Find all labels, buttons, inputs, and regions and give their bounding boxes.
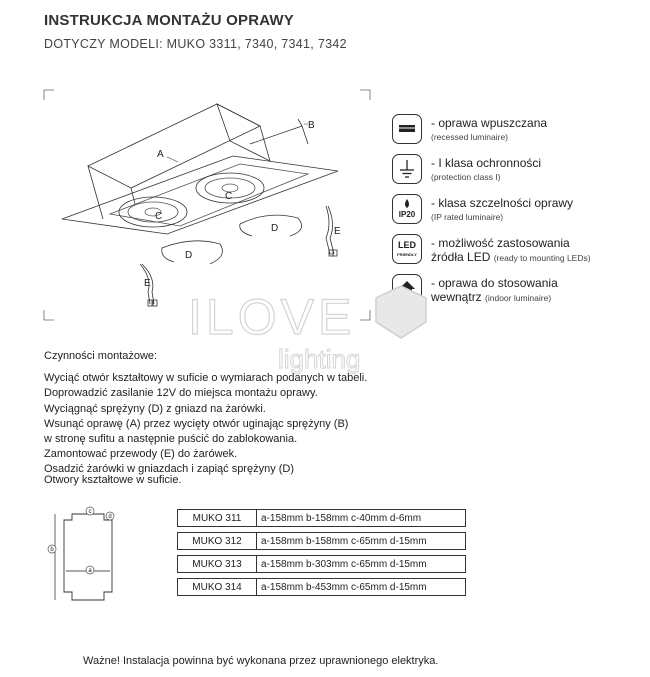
housing-side xyxy=(217,104,270,161)
dims-cell: a-158mm b-158mm c-65mm d-15mm xyxy=(257,533,466,550)
shape-label-c: c xyxy=(88,509,92,515)
instruction-step: Osadzić żarówki w gniazdach i zapiąć sprężyny (D) xyxy=(44,463,295,476)
table-row xyxy=(178,510,466,527)
ip20-icon xyxy=(392,194,422,224)
table-row xyxy=(178,556,466,573)
lamp-cup xyxy=(119,197,187,227)
legend-main: - oprawa wpuszczana xyxy=(431,116,548,130)
recessed-icon xyxy=(392,114,422,144)
instructions-heading: Czynności montażowe: xyxy=(44,350,158,362)
instructions xyxy=(44,349,367,478)
page-subtitle: DOTYCZY MODELI: MUKO 3311, 7340, 7341, 7342 xyxy=(44,37,347,51)
instruction-step: Wsunąć oprawę (A) przez wycięty otwór uginając sprężyny (B) xyxy=(44,417,349,430)
label-c: C xyxy=(155,211,163,222)
label-b: B xyxy=(308,120,315,131)
model-cell: MUKO 312 xyxy=(178,533,257,550)
holes-label: Otwory kształtowe w suficie. xyxy=(44,474,182,486)
label-d: D xyxy=(185,250,193,261)
indoor-icon xyxy=(392,274,422,304)
legend-main: - klasa szczelności oprawy xyxy=(431,196,574,210)
led-friendly-label: FRIENDLY xyxy=(397,252,417,257)
legend-sub: (IP rated luminaire) xyxy=(431,212,504,222)
dims-cell: a-158mm b-453mm c-65mm d-15mm xyxy=(257,579,466,596)
table-row xyxy=(178,579,466,596)
dims-cell: a-158mm b-303mm c-65mm d-15mm xyxy=(257,556,466,573)
label-a: A xyxy=(157,149,164,160)
legend-sub: (recessed luminaire) xyxy=(431,132,508,142)
instruction-step: w stronę sufitu a następnie puścić do zablokowania. xyxy=(44,433,298,446)
instruction-step: Zamontować przewody (E) do żarówek. xyxy=(44,448,238,461)
cutout-shape xyxy=(44,500,139,610)
legend-main: - I klasa ochronności xyxy=(431,156,542,170)
housing-top xyxy=(88,104,260,188)
legend-sub: (indoor luminaire) xyxy=(485,293,552,303)
label-c: C xyxy=(225,191,233,202)
label-e: E xyxy=(334,226,341,237)
page-title: INSTRUKCJA MONTAŻU OPRAWY xyxy=(44,12,294,29)
led-label: LED xyxy=(398,240,416,250)
frame-corner xyxy=(360,310,370,320)
model-cell: MUKO 311 xyxy=(178,510,257,527)
warning-note: Ważne! Instalacja powinna być wykonana przez uprawnionego elektryka. xyxy=(83,655,439,667)
dims-cell: a-158mm b-158mm c-40mm d-6mm xyxy=(257,510,466,527)
legend-main-2: źródła LED xyxy=(431,250,491,264)
legend-sub: (ready to mounting LEDs) xyxy=(493,253,591,263)
legend-main: - oprawa do stosowania xyxy=(431,276,558,290)
shape-label-a: a xyxy=(88,568,92,574)
ip20-label: IP20 xyxy=(398,210,416,219)
trim-inner xyxy=(110,164,308,226)
instruction-step: Wyciągnąć sprężyny (D) z gniazd na żarówki. xyxy=(44,402,266,415)
instruction-step: Doprowadzić zasilanie 12V do miejsca montażu oprawy. xyxy=(44,387,318,400)
watermark-sub: lighting xyxy=(278,344,361,374)
label-e: E xyxy=(144,278,151,289)
shape-label-d: d xyxy=(108,514,112,520)
table-row xyxy=(178,533,466,550)
led-icon xyxy=(392,234,422,264)
legend-sub: (protection class I) xyxy=(431,172,501,182)
spring-b xyxy=(250,119,308,144)
installation-diagram xyxy=(40,86,374,324)
shape-label-b: b xyxy=(50,547,54,553)
label-d: D xyxy=(271,223,279,234)
model-cell: MUKO 313 xyxy=(178,556,257,573)
model-cell: MUKO 314 xyxy=(178,579,257,596)
legend-main: - możliwość zastosowania xyxy=(431,236,570,250)
frame-corner xyxy=(44,310,54,320)
instruction-step: Wyciąć otwór kształtowy w suficie o wymiarach podanych w tabeli. xyxy=(44,372,368,385)
ground-icon xyxy=(392,154,422,184)
watermark-main: ILOVE xyxy=(188,289,356,345)
frame-corner xyxy=(44,90,54,100)
frame-corner xyxy=(360,90,370,100)
legend-main-2: wewnątrz xyxy=(431,290,482,304)
dimensions-table xyxy=(177,509,466,596)
